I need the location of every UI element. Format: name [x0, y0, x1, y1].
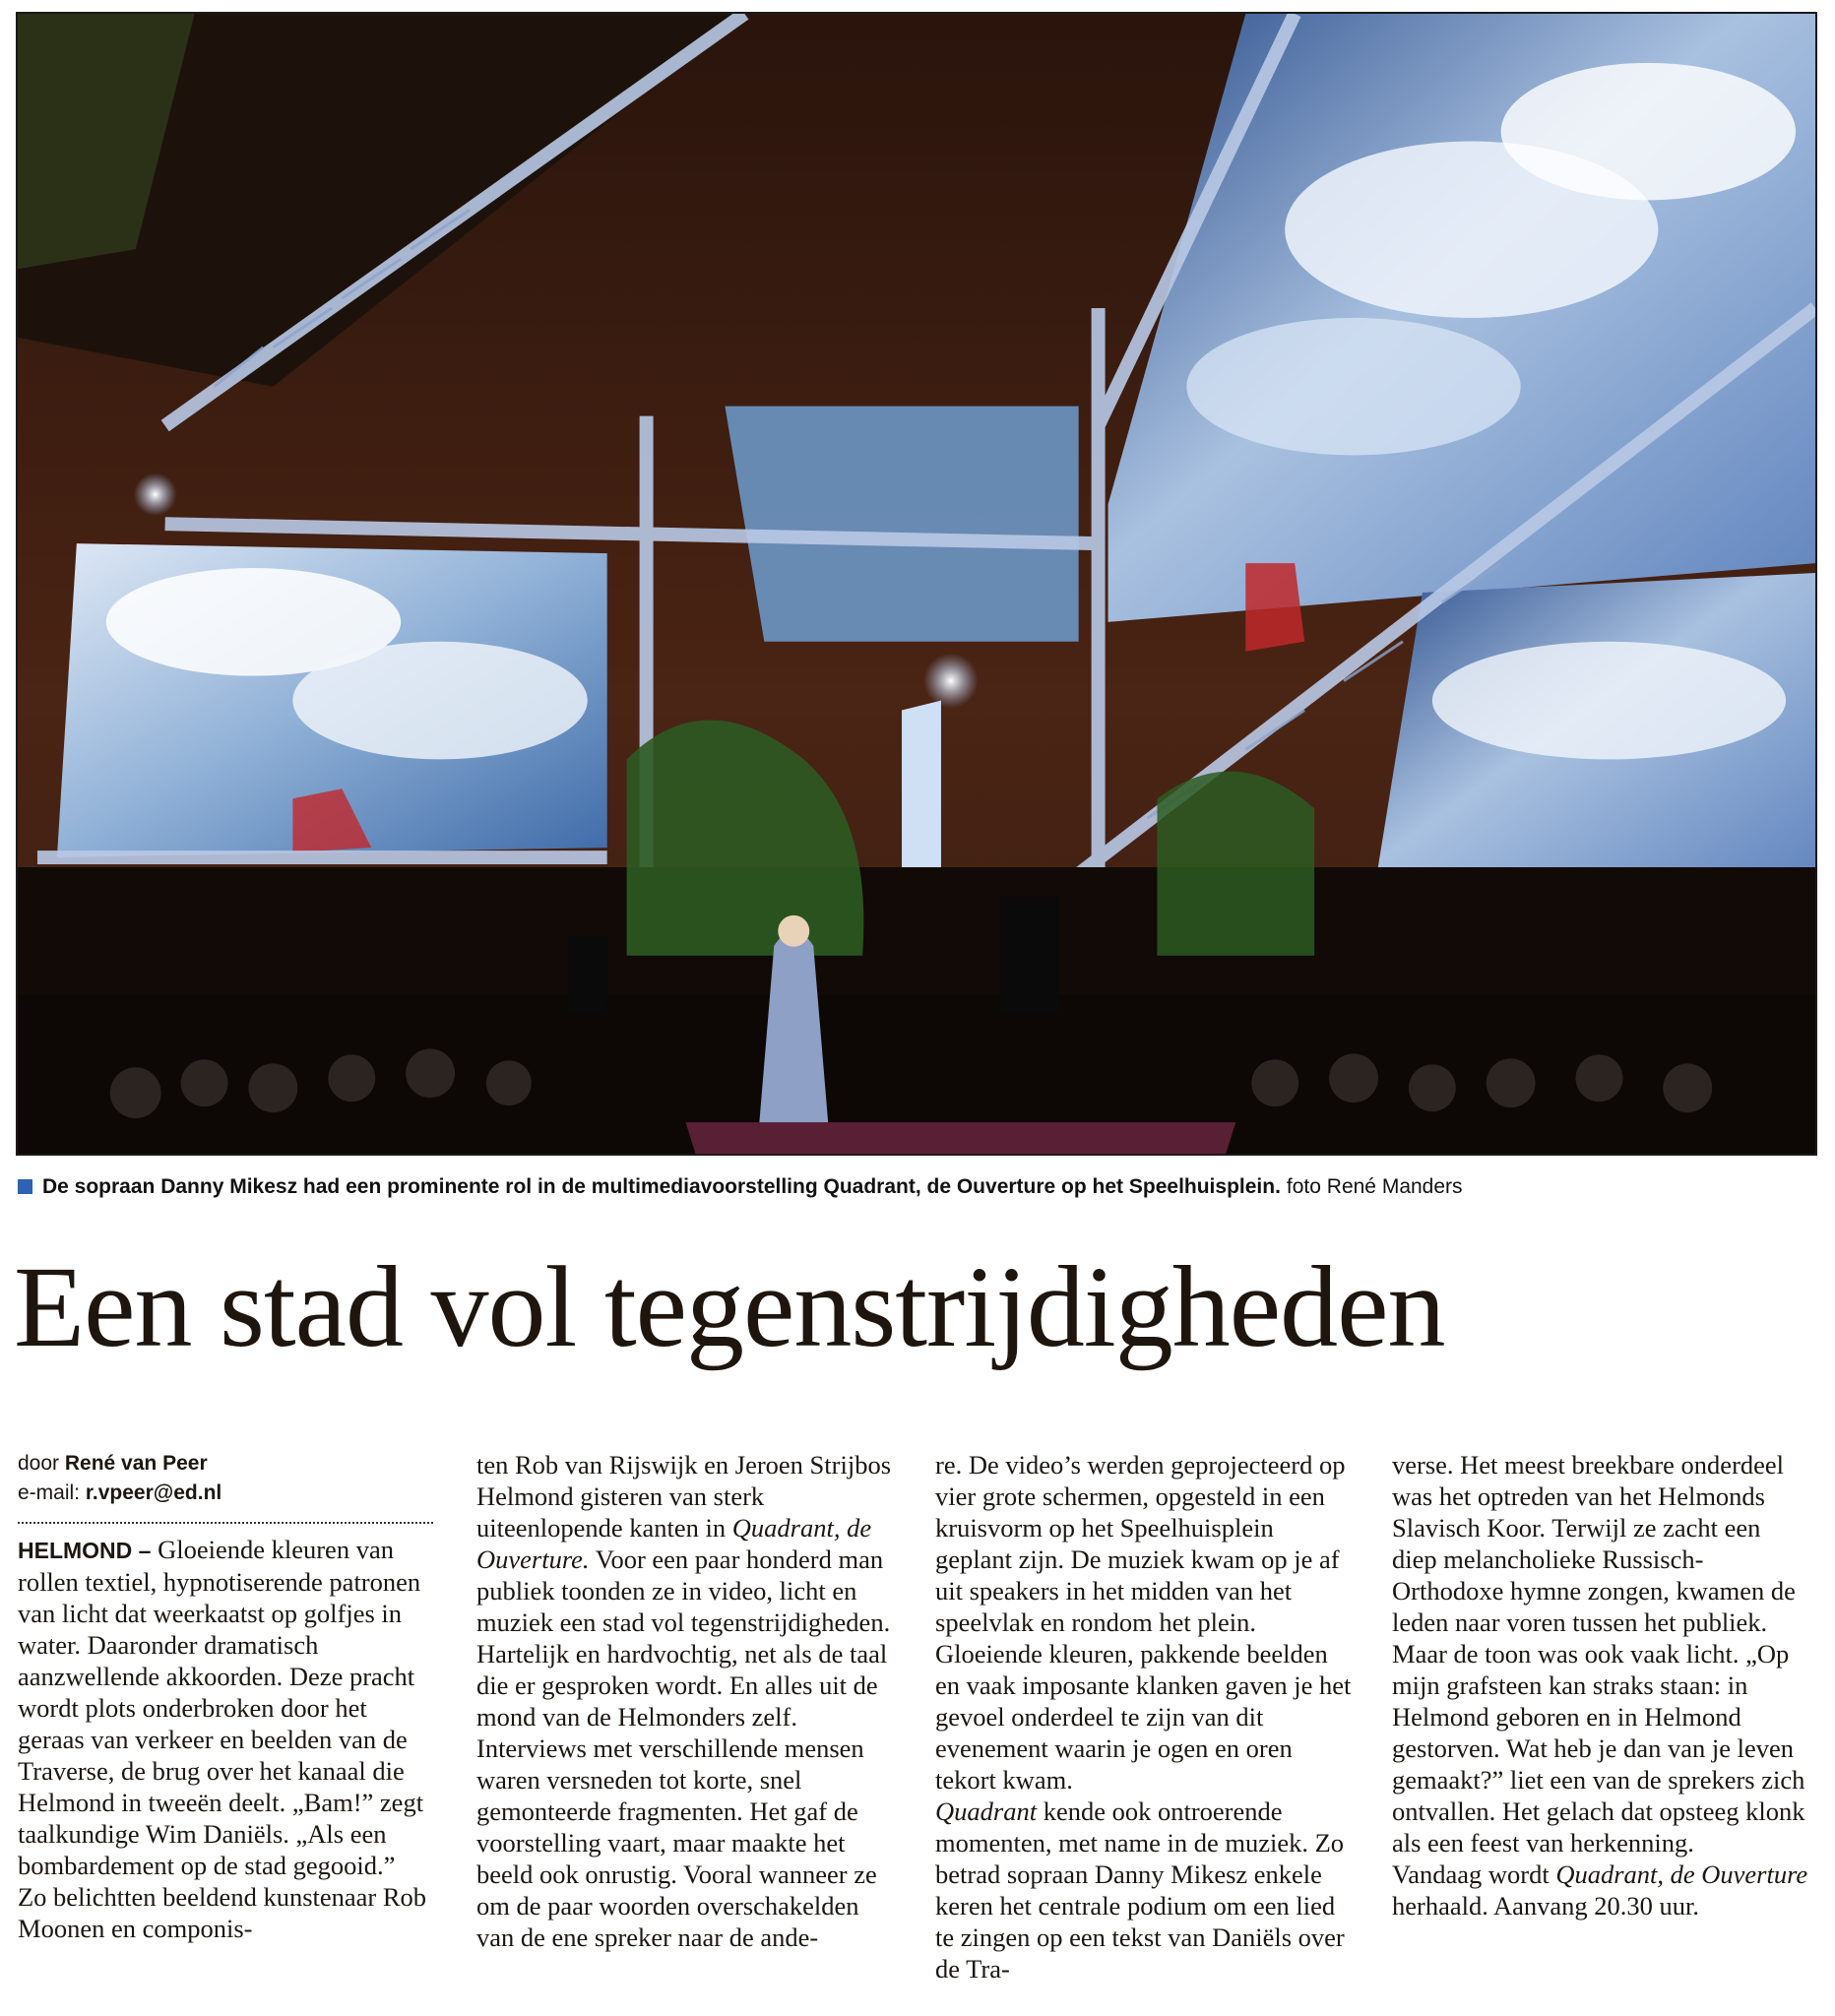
- article-column-2: [476, 1449, 894, 2016]
- photo-caption: [18, 1171, 1829, 1203]
- paragraph: Zo belichtten beeldend kunstenaar Rob Moonen en componis-: [18, 1882, 427, 1943]
- paragraph-text: Voor een paar honderd man publiek toonden ze in video, licht en muziek een stad vol tegenstrijdigheden. Hartelijk en hardvochtig, net als de taal die er gesproken wordt. En alles uit de mond van de Helmonders zelf. Interviews met verschillende mensen waren versneden tot korte, snel gemonteerde fragmenten. Het gaf de voorstelling vaart, maar maakte het beeld ook onrustig. Vooral wanneer ze om de paar woorden overschakelden van de ene spreker naar de ande-: [476, 1544, 891, 1952]
- byline-prefix: door: [18, 1452, 60, 1475]
- caption-square-icon: [18, 1179, 32, 1194]
- paragraph: [935, 1796, 1353, 1984]
- paragraph-text: ten Rob van Rijswijk en Jeroen Strijbos Helmond gisteren van sterk uiteenlopende kanten in: [476, 1450, 892, 1543]
- photo-credit: foto René Manders: [1286, 1175, 1463, 1198]
- paragraph-text: herhaald. Aanvang 20.30 uur.: [1392, 1891, 1700, 1921]
- article-column-1: [18, 1449, 435, 2016]
- italic-title: Quadrant: [935, 1796, 1038, 1826]
- byline: [18, 1449, 435, 1508]
- article-column-4: [1392, 1449, 1809, 2016]
- italic-title: Quadrant, de Ouverture: [1555, 1859, 1808, 1889]
- headline: Een stad vol tegenstrijdigheden: [14, 1242, 1445, 1371]
- article-column-3: [935, 1449, 1353, 2016]
- paragraph: [18, 1534, 435, 1881]
- byline-divider: [18, 1510, 435, 1524]
- paragraph-text: Gloeiende kleuren van rollen textiel, hypnotiserende patronen van licht dat weerkaatst op golfjes in water. Daaronder dramatisch aanzwellende akkoorden. Deze pracht wordt plots onderbroken door het geraas van verkeer en beelden van de Traverse, de brug over het kanaal die Helmond in tweeën deelt. „Bam!” zegt taalkundige Wim Daniëls. „Als een bombardement op de stad gegooid.”: [18, 1535, 424, 1880]
- byline-author: René van Peer: [64, 1452, 208, 1475]
- dateline: HELMOND –: [18, 1538, 152, 1563]
- paragraph-text: Vandaag wordt: [1392, 1859, 1550, 1889]
- byline-email-label: e-mail:: [18, 1481, 81, 1504]
- paragraph: verse. Het meest breekbare onderdeel was het optreden van het Helmonds Slavisch Koor. Terwijl ze zacht een diep melancholieke Russisch-Orthodoxe hymne zongen, kwamen de leden naar voren tussen het publiek. Maar de toon was ook vaak licht. „Op mijn grafsteen kan straks staan: in Helmond geboren en in Helmond gestorven. Wat heb je dan van je leven gemaakt?” liet een van de sprekers zich ontvallen. Het gelach dat opsteeg klonk als een feest van herkenning.: [1392, 1450, 1805, 1858]
- paragraph-text: kende ook ontroerende momenten, met name in de muziek. Zo betrad sopraan Danny Mikesz enkele keren het centrale podium om een lied te zingen op een tekst van Daniëls over de Tra-: [935, 1796, 1345, 1984]
- paragraph: [1392, 1858, 1809, 1922]
- paragraph: re. De video’s werden geprojecteerd op vier grote schermen, opgesteld in een kruisvorm op het Speelhuisplein geplant zijn. De muziek kwam op je af uit speakers in het midden van het speelvlak en rondom het plein. Gloeiende kleuren, pakkende beelden en vaak imposante klanken gaven je het gevoel onderdeel te zijn van dit evenement waarin je ogen en oren tekort kwam.: [935, 1450, 1352, 1795]
- article-photo: [16, 12, 1817, 1156]
- italic-title: Quadrant, de Ouverture.: [476, 1513, 872, 1574]
- byline-email[interactable]: r.vpeer@ed.nl: [85, 1481, 222, 1504]
- stage-photo-illustration: [18, 14, 1815, 1154]
- caption-text: De sopraan Danny Mikesz had een prominente rol in de multimediavoorstelling Quadrant, de Ouverture op het Speelhuisplein.: [42, 1175, 1281, 1198]
- paragraph: [476, 1449, 894, 1953]
